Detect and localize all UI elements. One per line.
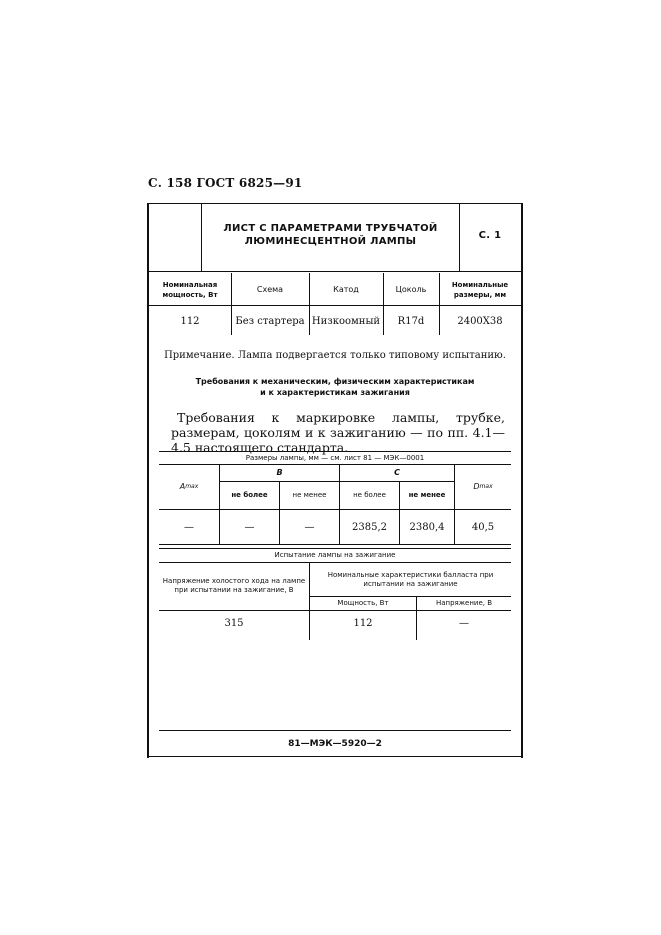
dims-sub-c-max: не более: [353, 491, 386, 499]
dims-a-label: A: [179, 482, 186, 491]
page-header: С. 158 ГОСТ 6825—91: [148, 176, 303, 190]
dims-bottom-border: [159, 544, 511, 545]
ignition-value-power: 112: [353, 617, 373, 629]
ignition-sub-power: Мощность, Вт: [337, 599, 389, 607]
note-text: Примечание. Лампа подвергается только типовому испытанию.: [164, 349, 506, 361]
params-header-dimensions: Номинальные размеры, мм: [451, 281, 509, 299]
params-col-divider-3: [383, 273, 384, 335]
dims-header-bottom: [159, 509, 511, 510]
sheet-title: [203, 215, 458, 255]
dims-d-sub: max: [479, 483, 493, 490]
params-col-divider-2: [309, 273, 310, 335]
ignition-value-ballast-voltage: —: [459, 617, 469, 629]
footer-code: 81—МЭК—5920—2: [288, 739, 382, 749]
params-value-power: 112: [180, 315, 200, 327]
requirements-heading-line2: и к характеристикам зажигания: [260, 388, 410, 397]
dims-value-b-min: —: [304, 521, 315, 533]
sheet-bottom-border: [149, 756, 521, 757]
footer-top-border: [159, 730, 511, 731]
ignition-header-voltage: Напряжение холостого хода на лампе при испытании на зажигание, В: [162, 577, 306, 594]
requirements-heading: [153, 376, 517, 398]
ignition-header-ballast: Номинальные характеристики балласта при испытании на зажигание: [327, 571, 494, 588]
params-col-divider-4: [439, 273, 440, 335]
requirements-text: Требования к маркировке лампы, трубке, размерам, цоколям и к зажиганию — по пп. 4.1—4.5 настоящего стандарта.: [171, 410, 505, 455]
dims-value-b-max: —: [244, 521, 255, 533]
params-header-bottom: [149, 305, 521, 306]
dims-caption: Размеры лампы, мм — см. лист 81 — МЭК—0001: [245, 453, 425, 462]
ignition-header-bottom: [159, 610, 511, 611]
params-value-cathode: Низкоомный: [311, 315, 381, 327]
dims-header-b: B: [276, 468, 283, 477]
dims-value-d: 40,5: [471, 521, 495, 533]
dims-value-c-min: 2380,4: [409, 521, 445, 533]
params-header-power: Номинальная мощность, Вт: [162, 281, 218, 299]
dims-header-d: [455, 465, 511, 509]
params-header-scheme: Схема: [256, 285, 284, 294]
sheet-code: С. 1: [478, 229, 502, 241]
sheet-top-border: [149, 203, 521, 204]
ignition-caption: Испытание лампы на зажигание: [274, 551, 396, 559]
dims-d-label: D: [473, 482, 480, 491]
requirements-heading-line1: Требования к механическим, физическим характеристикам: [195, 377, 475, 386]
dims-value-a: —: [184, 521, 194, 533]
dims-sub-b-max: не более: [231, 491, 268, 499]
params-value-base: R17d: [397, 315, 425, 327]
ignition-caption-bottom: [159, 562, 511, 563]
sheet-title-line1: ЛИСТ С ПАРАМЕТРАМИ ТРУБЧАТОЙ: [223, 223, 438, 234]
dims-header-c: C: [394, 468, 400, 477]
ignition-value-voltage: 315: [224, 617, 244, 629]
sheet-title-line2: ЛЮМИНЕСЦЕНТНОЙ ЛАМПЫ: [244, 236, 417, 247]
dims-value-c-max: 2385,2: [352, 521, 387, 533]
dims-sub-b-min: не менее: [292, 491, 327, 499]
params-header-cathode: Катод: [333, 285, 359, 294]
dims-a-sub: max: [185, 483, 199, 490]
parameter-sheet: [147, 203, 523, 758]
params-col-divider-1: [231, 273, 232, 335]
title-divider-left: [201, 203, 202, 271]
ignition-sub-voltage: Напряжение, В: [435, 599, 493, 607]
params-value-scheme: Без стартера: [235, 315, 305, 327]
title-bottom-border: [149, 271, 521, 272]
params-header-base: Цоколь: [395, 285, 427, 294]
params-value-dimensions: 2400Х38: [457, 315, 503, 327]
dims-sub-c-min: не менее: [408, 491, 446, 499]
dims-header-a: [159, 465, 219, 509]
